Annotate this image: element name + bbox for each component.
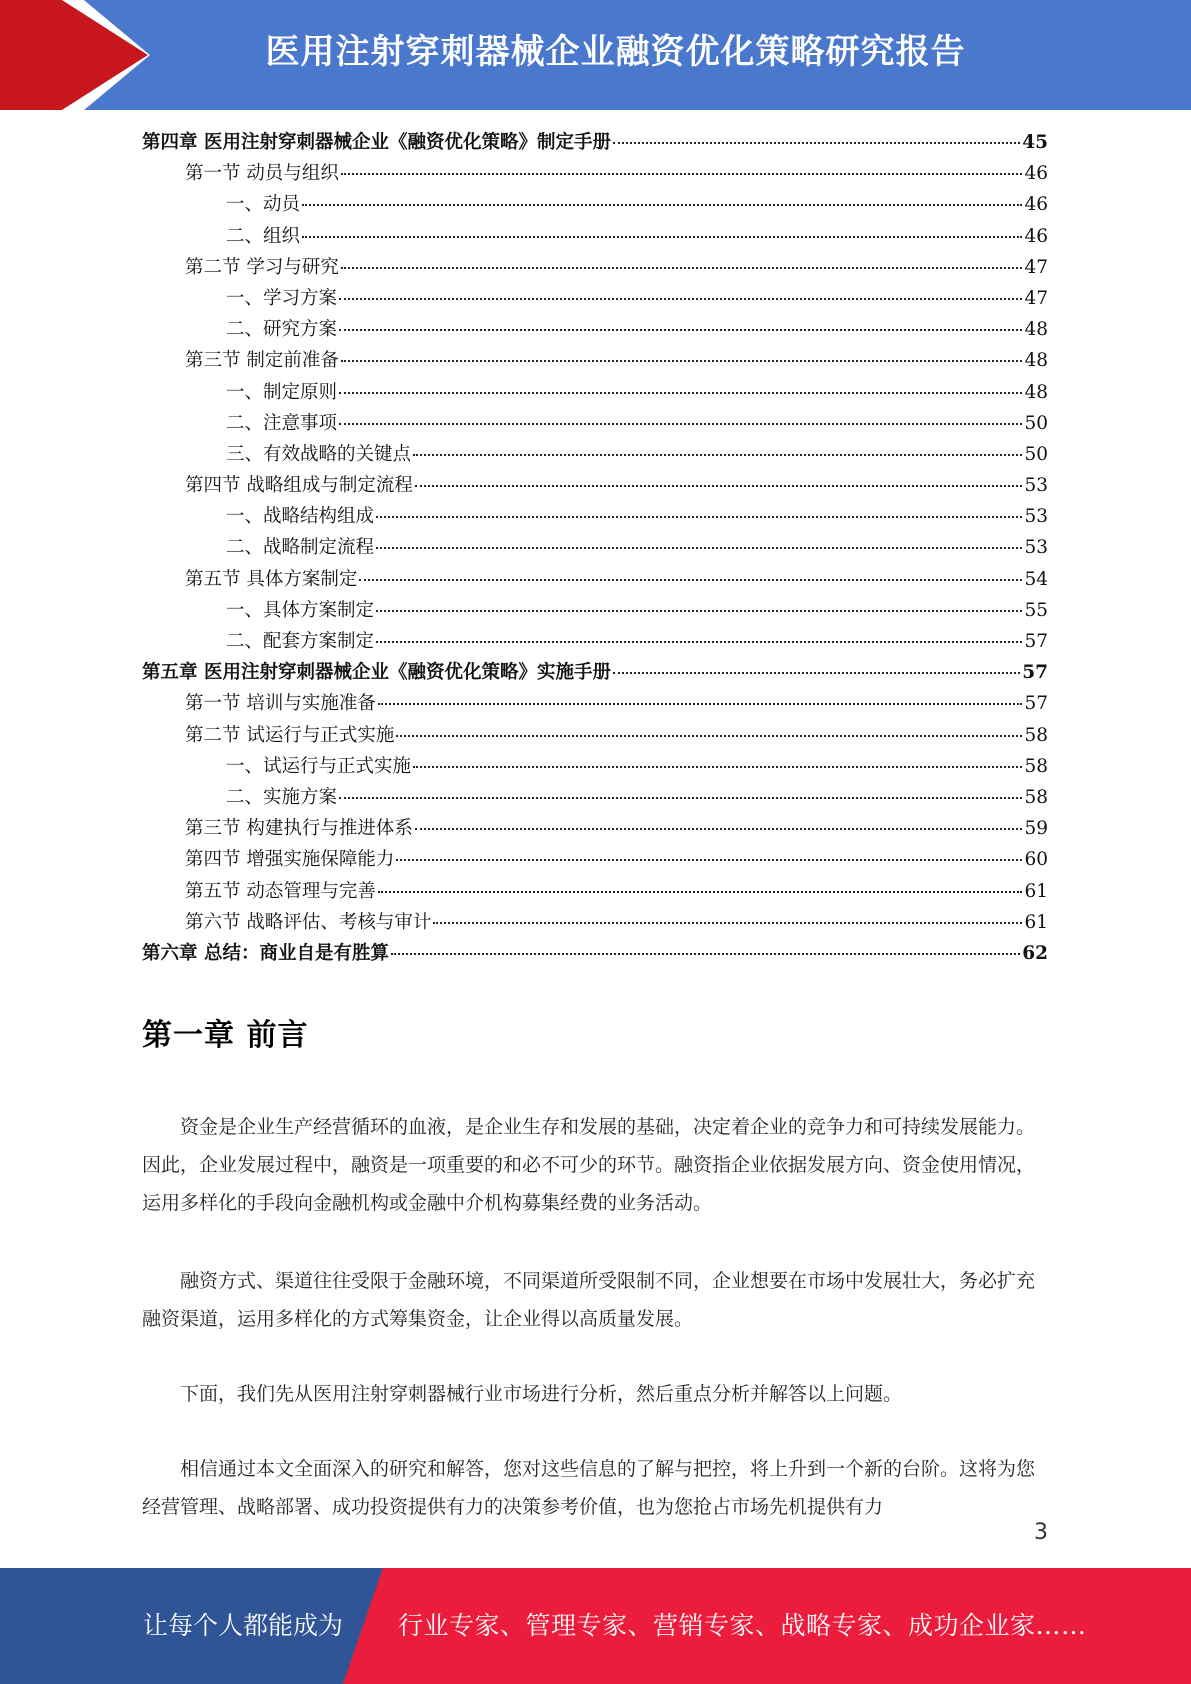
toc-leader-dots (339, 329, 1022, 331)
toc-leader-dots (302, 204, 1022, 206)
toc-entry-page: 60 (1024, 849, 1048, 871)
toc-leader-dots (415, 485, 1023, 487)
toc-entry-page: 58 (1024, 755, 1048, 777)
toc-entry[interactable] (142, 595, 1048, 626)
toc-entry-page: 58 (1024, 786, 1048, 808)
toc-entry[interactable] (142, 221, 1048, 252)
toc-entry[interactable] (142, 876, 1048, 907)
toc-entry-page: 61 (1024, 911, 1048, 933)
paragraph-2: 融资方式、渠道往往受限于金融环境，不同渠道所受限制不同，企业想要在市场中发展壮大，务必扩充融资渠道，运用多样化的方式筹集资金，让企业得以高质量发展。 (142, 1270, 1036, 1330)
toc-entry-label: 第三节 构建执行与推进体系 (185, 818, 413, 840)
toc-entry[interactable] (142, 345, 1048, 376)
toc-leader-dots (613, 142, 1020, 144)
toc-entry-label: 第四节 战略组成与制定流程 (185, 475, 413, 497)
toc-entry-page: 46 (1024, 163, 1048, 185)
page-header (0, 0, 1191, 110)
toc-leader-dots (376, 641, 1022, 643)
toc-entry[interactable] (142, 501, 1048, 532)
toc-entry-page: 54 (1024, 568, 1048, 590)
toc-entry-page: 57 (1022, 662, 1048, 684)
toc-entry-label: 一、学习方案 (226, 287, 338, 309)
toc-leader-dots (302, 236, 1022, 238)
toc-leader-dots (376, 516, 1022, 518)
toc-entry-label: 二、组织 (226, 225, 301, 247)
toc-entry-page: 46 (1024, 225, 1048, 247)
toc-entry-page: 46 (1024, 194, 1048, 216)
toc-leader-dots (413, 766, 1022, 768)
toc-entry[interactable] (142, 283, 1048, 314)
toc-entry-label: 第五节 具体方案制定 (185, 568, 358, 590)
toc-entry-page: 53 (1024, 537, 1048, 559)
table-of-contents (142, 127, 1048, 969)
paragraph-4: 相信通过本文全面深入的研究和解答，您对这些信息的了解与把控，将上升到一个新的台阶。这将为您经营管理、战略部署、成功投资提供有力的决策参考价值，也为您抢占市场先机提供有力 (142, 1458, 1036, 1518)
toc-leader-dots (413, 454, 1022, 456)
chapter-heading: 第一章 前言 (142, 1018, 309, 1053)
toc-entry[interactable] (142, 782, 1048, 813)
toc-entry-label: 第二节 学习与研究 (185, 256, 339, 278)
toc-entry-label: 二、实施方案 (226, 786, 338, 808)
toc-entry-label: 第四节 增强实施保障能力 (185, 849, 395, 871)
toc-leader-dots (391, 953, 1020, 955)
toc-leader-dots (339, 298, 1022, 300)
toc-leader-dots (376, 610, 1022, 612)
toc-leader-dots (378, 891, 1023, 893)
toc-entry-page: 50 (1024, 443, 1048, 465)
toc-entry-label: 一、战略结构组成 (226, 506, 375, 528)
page-footer (0, 1568, 1191, 1684)
toc-entry-label: 第五节 动态管理与完善 (185, 880, 376, 902)
toc-entry-label: 第六节 战略评估、考核与审计 (185, 911, 432, 933)
toc-entry[interactable] (142, 626, 1048, 657)
toc-leader-dots (613, 672, 1020, 674)
toc-entry-label: 一、具体方案制定 (226, 599, 375, 621)
toc-leader-dots (341, 360, 1023, 362)
toc-entry-page: 59 (1024, 818, 1048, 840)
toc-entry-page: 55 (1024, 599, 1048, 621)
toc-entry[interactable] (142, 938, 1048, 969)
toc-entry[interactable] (142, 751, 1048, 782)
toc-leader-dots (376, 547, 1022, 549)
report-title: 医用注射穿刺器械企业融资优化策略研究报告 (265, 32, 966, 72)
paragraph-3: 下面，我们先从医用注射穿刺器械行业市场进行分析，然后重点分析并解答以上问题。 (180, 1383, 903, 1405)
toc-entry-label: 第六章 总结：商业自是有胜算 (142, 942, 389, 964)
toc-leader-dots (341, 173, 1023, 175)
toc-entry[interactable] (142, 907, 1048, 938)
toc-entry-page: 58 (1024, 724, 1048, 746)
toc-leader-dots (415, 828, 1023, 830)
toc-entry[interactable] (142, 252, 1048, 283)
toc-entry[interactable] (142, 564, 1048, 595)
toc-entry-page: 62 (1022, 942, 1048, 964)
toc-entry-label: 第二节 试运行与正式实施 (185, 724, 395, 746)
toc-entry[interactable] (142, 127, 1048, 158)
toc-entry-label: 一、动员 (226, 194, 301, 216)
toc-entry-label: 三、有效战略的关键点 (226, 443, 412, 465)
toc-entry-page: 47 (1024, 287, 1048, 309)
toc-entry-label: 一、试运行与正式实施 (226, 755, 412, 777)
toc-entry[interactable] (142, 720, 1048, 751)
toc-leader-dots (341, 267, 1023, 269)
toc-entry-page: 47 (1024, 256, 1048, 278)
toc-entry-page: 57 (1024, 631, 1048, 652)
toc-leader-dots (339, 423, 1022, 425)
toc-leader-dots (339, 797, 1022, 799)
footer-slogan-left: 让每个人都能成为 (143, 1611, 344, 1640)
toc-leader-dots (433, 922, 1022, 924)
toc-entry[interactable] (142, 439, 1048, 470)
paragraph-1: 资金是企业生产经营循环的血液，是企业生存和发展的基础，决定着企业的竞争力和可持续发展能力。因此，企业发展过程中，融资是一项重要的和必不可少的环节。融资指企业依据发展方向、资金使用情况，运用多样化的手段向金融机构或金融中介机构募集经费的业务活动。 (142, 1116, 1036, 1214)
toc-leader-dots (339, 392, 1022, 394)
toc-entry[interactable] (142, 189, 1048, 220)
toc-entry-label: 第四章 医用注射穿刺器械企业《融资优化策略》制定手册 (142, 132, 611, 153)
toc-entry-page: 45 (1022, 132, 1048, 153)
toc-entry[interactable] (142, 844, 1048, 875)
toc-entry-label: 第三节 制定前准备 (185, 350, 339, 372)
toc-entry-page: 57 (1024, 693, 1048, 715)
toc-entry-page: 61 (1024, 880, 1048, 902)
toc-entry[interactable] (142, 688, 1048, 719)
toc-entry-page: 48 (1024, 350, 1048, 372)
toc-entry-label: 二、注意事项 (226, 412, 338, 434)
toc-entry-label: 一、制定原则 (226, 381, 338, 403)
toc-entry-label: 第一节 培训与实施准备 (185, 693, 376, 715)
toc-entry-page: 53 (1024, 506, 1048, 528)
toc-entry-label: 第一节 动员与组织 (185, 163, 339, 185)
toc-entry-page: 48 (1024, 381, 1048, 403)
footer-slogan-right: 行业专家、管理专家、营销专家、战略专家、成功企业家…… (398, 1611, 1087, 1640)
toc-entry[interactable] (142, 532, 1048, 563)
toc-leader-dots (378, 703, 1023, 705)
toc-entry[interactable] (142, 314, 1048, 345)
toc-leader-dots (396, 735, 1022, 737)
toc-entry[interactable] (142, 377, 1048, 408)
toc-entry[interactable] (142, 158, 1048, 189)
toc-entry-page: 50 (1024, 412, 1048, 434)
toc-entry-page: 53 (1024, 475, 1048, 497)
toc-entry[interactable] (142, 470, 1048, 501)
page-number: 3 (1034, 1520, 1048, 1545)
toc-entry[interactable] (142, 657, 1048, 688)
toc-entry-label: 第五章 医用注射穿刺器械企业《融资优化策略》实施手册 (142, 662, 611, 684)
toc-entry-label: 二、配套方案制定 (226, 631, 375, 652)
toc-entry-label: 二、战略制定流程 (226, 537, 375, 559)
toc-entry-page: 48 (1024, 319, 1048, 341)
toc-entry[interactable] (142, 408, 1048, 439)
toc-entry[interactable] (142, 813, 1048, 844)
toc-leader-dots (359, 579, 1022, 581)
toc-leader-dots (396, 859, 1022, 861)
toc-entry-label: 二、研究方案 (226, 319, 338, 341)
